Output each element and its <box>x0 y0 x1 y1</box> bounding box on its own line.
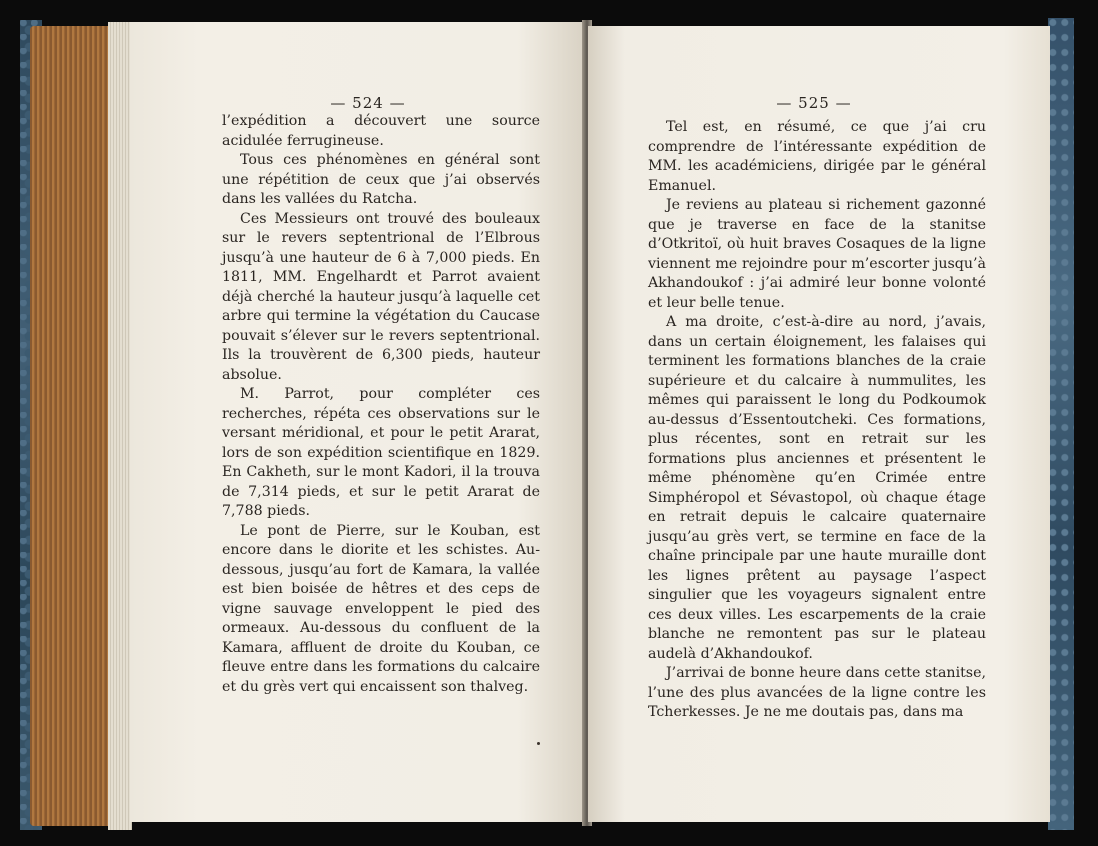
right-paragraph-3: A ma droite, c’est-à-dire au nord, j’avais, dans un certain éloignement, les falaises qui terminent les formations blanches de la craie supérieure et du calcaire à nummulites, les mêmes qui paraissent le long du Podkoumok au-dessus d’Essentoutcheki. Ces formations, plus récentes, sont en retrait sur les formations plus anciennes et présentent le même phénomène qu’en Crimée entre Simphéropol et Sévastopol, où chaque étage en retrait depuis le calcaire quaternaire jusqu’au grès vert, se termine en face de la chaîne principale par une haute muraille dont les lignes prêtent au paysage l’aspect singulier que les voyageurs signalent entre ces deux villes. Les escarpements de la craie blanche ne remontent pas sur le plateau audelà d’Akhandoukof. <box>648 314 986 662</box>
right-paragraph-4: J’arrivai de bonne heure dans cette stanitse, l’une des plus avancées de la ligne contre les Tcherkesses. Je ne me doutais pas, dans ma <box>648 665 986 720</box>
left-paragraph-2: Tous ces phénomènes en général sont une répétition de ceux que j’ai observés dans les vallées du Ratcha. <box>222 152 540 207</box>
left-paragraph-3: Ces Messieurs ont trouvé des bouleaux sur le revers septentrional de l’Elbrous jusqu’à une hauteur de 6 à 7,000 pieds. En 1811, MM. Engelhardt et Parrot avaient déjà cherché la hauteur jusqu’à laquelle cet arbre qui termine la végétation du Caucase pouvait s’élever sur le revers septentrional. Ils la trouvèrent de 6,300 pieds, hauteur absolue. <box>222 210 540 383</box>
right-page-number: — 525 — <box>776 94 852 112</box>
left-page-text <box>222 112 540 697</box>
left-paragraph-4: M. Parrot, pour compléter ces recherches, répéta ces observations sur le versant méridional, et pour le petit Ararat, lors de son expédition scientifique en 1829. En Cakheth, sur le mont Kadori, il la trouva de 7,314 pieds, et sur le petit Ararat de 7,788 pieds. <box>222 386 540 519</box>
page-edges <box>108 22 132 830</box>
left-paragraph-1: l’expédition a découvert une source acidulée ferrugineuse. <box>222 113 540 149</box>
left-paragraph-5: Le pont de Pierre, sur le Kouban, est encore dans le diorite et les schistes. Au-dessous, jusqu’au fort de Kamara, la vallée est bien boisée de hêtres et des ceps de vigne sauvage enveloppent le pied des ormeaux. Au-dessous du confluent de la Kamara, affluent de droite du Kouban, ce fleuve entre dans les formations du calcaire et du grès vert qui encaissent son thalveg. <box>222 522 540 695</box>
right-cover-marbled <box>1048 18 1074 830</box>
right-page-text <box>648 118 986 723</box>
left-page-block-edge <box>30 26 110 826</box>
right-page <box>588 26 1050 822</box>
left-page <box>130 22 586 822</box>
right-paragraph-2: Je reviens au plateau si richement gazonné que je traverse en face de la stanitse d’Otkritoï, où huit braves Cosaques de la ligne viennent me rejoindre pour m’escorter jusqu’à Akhandoukof : j’ai admiré leur bonne volonté et leur belle tenue. <box>648 197 986 311</box>
left-page-number: — 524 — <box>330 94 406 112</box>
right-paragraph-1: Tel est, en résumé, ce que j’ai cru comprendre de l’intéressante expédition de MM. les académiciens, dirigée par le général Emanuel. <box>648 119 986 194</box>
ink-speck <box>537 742 540 745</box>
